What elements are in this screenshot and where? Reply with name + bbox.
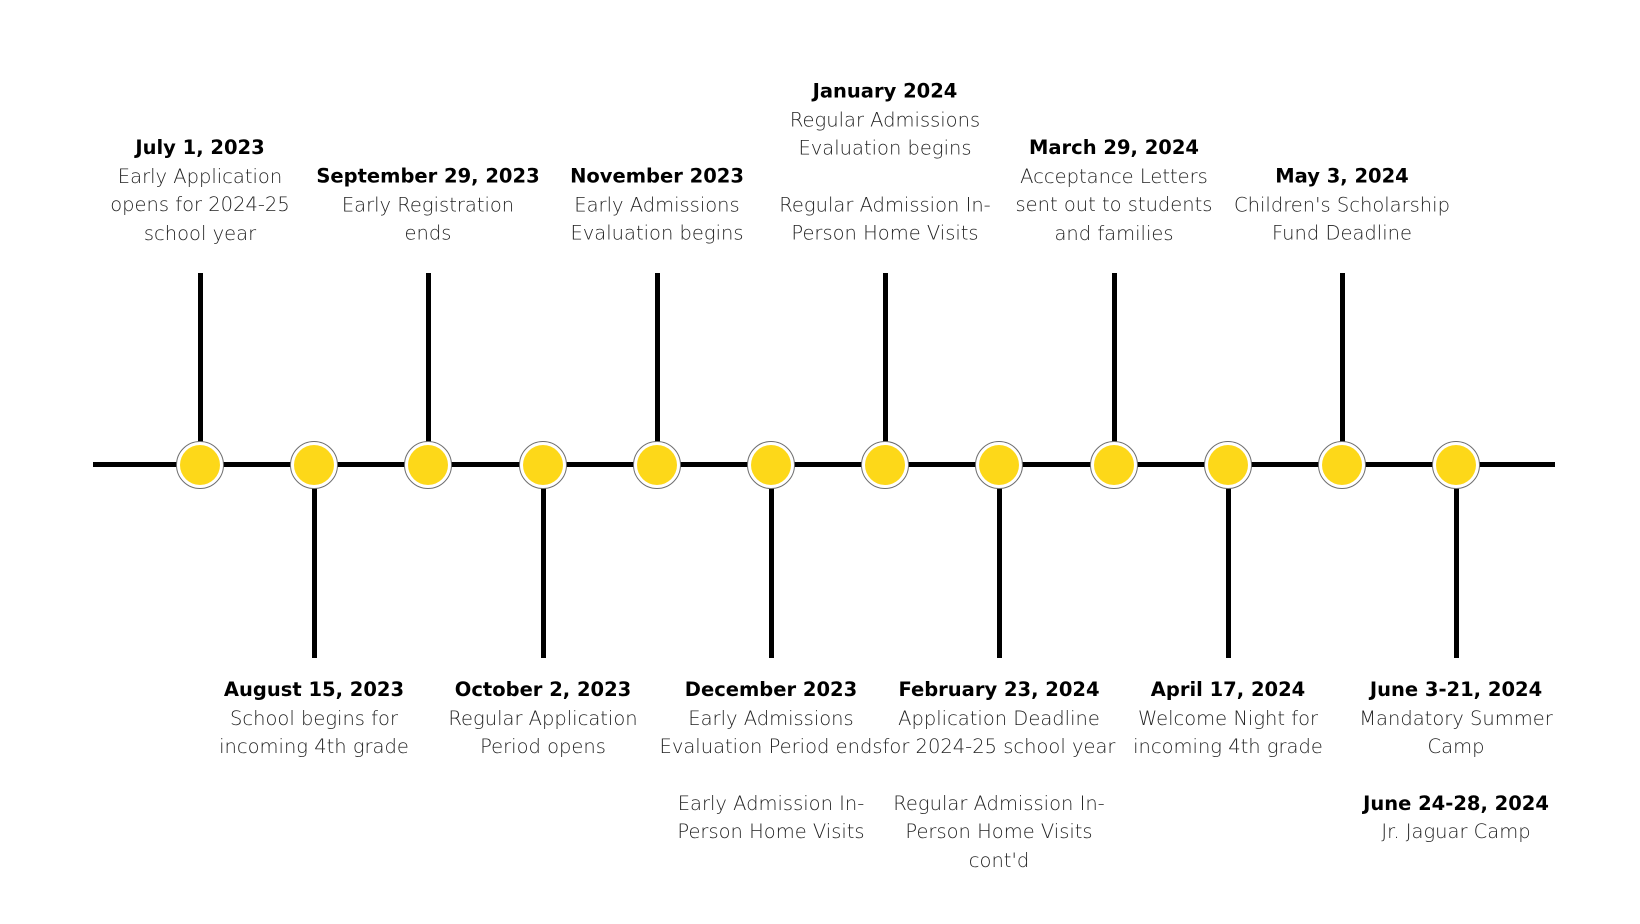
milestone-node [633, 441, 681, 489]
connector-line [198, 273, 203, 465]
connector-line [1226, 465, 1231, 659]
milestone-description: Welcome Night for incoming 4th grade [1133, 706, 1323, 758]
milestone-dot [523, 445, 563, 485]
milestone-dot [751, 445, 791, 485]
milestone-label [1331, 676, 1581, 847]
milestone-description: Early Admissions Evaluation begins [570, 193, 744, 245]
connector-line [769, 465, 774, 659]
milestone-label [1103, 676, 1353, 762]
milestone-label [418, 676, 668, 762]
milestone-node [975, 441, 1023, 489]
milestone-description: Mandatory Summer Camp [1359, 706, 1553, 758]
label-spacer [874, 762, 1124, 790]
label-spacer [760, 163, 1010, 191]
milestone-date: May 3, 2024 [1275, 164, 1409, 188]
milestone-dot [637, 445, 677, 485]
connector-line [312, 465, 317, 659]
milestone-description: Early Admissions Evaluation Period ends [659, 706, 883, 758]
milestone-label [532, 163, 782, 249]
milestone-dot [1322, 445, 1362, 485]
milestone-description: Children's Scholarship Fund Deadline [1234, 193, 1450, 245]
milestone-dot [294, 445, 334, 485]
milestone-date: June 3-21, 2024 [1369, 678, 1543, 701]
milestone-label [874, 676, 1124, 875]
milestone-dot [180, 445, 220, 485]
milestone-dot [865, 445, 905, 485]
connector-line [1340, 273, 1345, 465]
milestone-description: Early Admission In- Person Home Visits [677, 791, 865, 843]
milestone-date: July 1, 2023 [135, 136, 265, 159]
connector-line [1112, 273, 1117, 465]
milestone-description: Application Deadline for 2024-25 school year [882, 706, 1116, 758]
milestone-dot [1094, 445, 1134, 485]
milestone-description: Acceptance Letters sent out to students and families [1015, 164, 1213, 245]
milestone-date: December 2023 [684, 678, 858, 701]
milestone-description: School begins for incoming 4th grade [219, 706, 409, 758]
milestone-description: Regular Admissions Evaluation begins [789, 108, 981, 160]
milestone-node [1318, 441, 1366, 489]
milestone-date: March 29, 2024 [1028, 136, 1199, 159]
connector-line [655, 273, 660, 465]
label-spacer [1331, 762, 1581, 790]
milestone-label [303, 163, 553, 249]
milestone-description: Regular Admission In- Person Home Visits [779, 193, 991, 245]
milestone-date: November 2023 [570, 164, 744, 188]
milestone-node [1090, 441, 1138, 489]
milestone-label [989, 134, 1239, 248]
connector-line [426, 273, 431, 465]
milestone-label [760, 78, 1010, 249]
milestone-node [176, 441, 224, 489]
milestone-dot [1208, 445, 1248, 485]
milestone-description: Regular Application Period opens [448, 706, 638, 758]
milestone-date: January 2024 [812, 79, 958, 103]
connector-line [997, 465, 1002, 659]
milestone-date: April 17, 2024 [1150, 678, 1306, 701]
milestone-label [646, 676, 896, 847]
milestone-node [747, 441, 795, 489]
milestone-label [75, 134, 325, 248]
milestone-description: Regular Admission In- Person Home Visits cont'd [893, 791, 1105, 872]
milestone-node [290, 441, 338, 489]
connector-line [883, 273, 888, 465]
milestone-node [861, 441, 909, 489]
milestone-dot [408, 445, 448, 485]
milestone-node [1432, 441, 1480, 489]
milestone-date: February 23, 2024 [898, 678, 1100, 701]
milestone-label [1217, 163, 1467, 249]
milestone-dot [979, 445, 1019, 485]
milestone-description: Jr. Jaguar Camp [1381, 820, 1531, 843]
label-spacer [646, 762, 896, 790]
milestone-node [1204, 441, 1252, 489]
milestone-date: September 29, 2023 [316, 164, 540, 188]
milestone-node [404, 441, 452, 489]
connector-line [1454, 465, 1459, 659]
milestone-description: Early Application opens for 2024-25 school year [110, 164, 290, 245]
milestone-date: June 24-28, 2024 [1363, 791, 1549, 815]
milestone-date: October 2, 2023 [454, 678, 632, 701]
milestone-node [519, 441, 567, 489]
milestone-date: August 15, 2023 [223, 678, 405, 701]
milestone-description: Early Registration ends [341, 193, 515, 245]
milestone-dot [1436, 445, 1476, 485]
milestone-label [189, 676, 439, 762]
connector-line [541, 465, 546, 659]
